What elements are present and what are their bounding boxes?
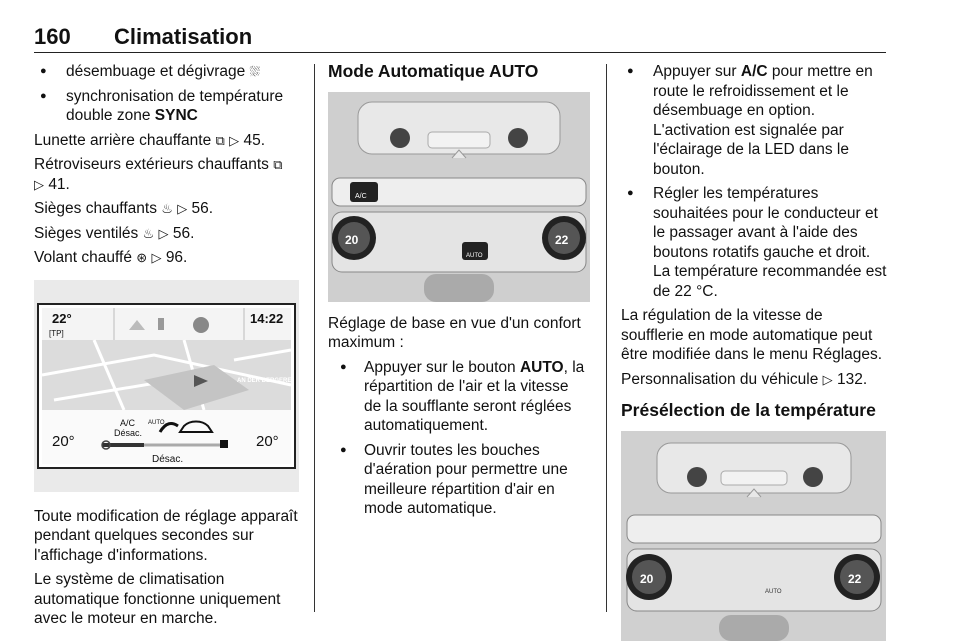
page-ref[interactable]: 56. xyxy=(191,200,214,217)
auto-label: AUTO xyxy=(519,358,564,376)
ref-line xyxy=(34,155,299,194)
list-item-text: Appuyer sur xyxy=(653,63,737,80)
instruction-list xyxy=(621,62,887,301)
page-ref[interactable]: 56. xyxy=(172,224,195,242)
list-item xyxy=(621,62,887,179)
paragraph: Toute modification de réglage apparaît pendant quelques secondes sur l'affichage d'informations. xyxy=(34,507,298,564)
ref-line xyxy=(34,199,299,219)
column-divider xyxy=(314,64,315,612)
page-ref[interactable]: 41. xyxy=(48,175,70,193)
page-ref-icon: ▷ xyxy=(177,201,188,216)
display-tp: [TP] xyxy=(49,328,64,338)
ref-line xyxy=(621,370,887,390)
ventilated-seat-icon: ♨ xyxy=(142,225,155,241)
list-item xyxy=(34,87,299,126)
windshield-defrost-icon: ⛆ xyxy=(249,64,260,79)
page-ref-icon: ▷ xyxy=(822,371,833,387)
ac-label: A/C xyxy=(740,63,768,80)
display-temp-top: 22° xyxy=(52,310,72,326)
ref-line-text: Sièges chauffants xyxy=(34,200,157,217)
auto-button-label: AUTO xyxy=(765,588,782,595)
list-item-text: Appuyer sur le bouton xyxy=(364,358,516,376)
column-1 xyxy=(34,62,299,634)
ref-line xyxy=(34,224,299,244)
display-time: 14:22 xyxy=(250,310,284,326)
paragraph: Réglage de base en vue d'un confort maximum : xyxy=(328,314,581,351)
ac-button-label: A/C xyxy=(355,192,367,200)
list-item-text: synchronisation de température double zone xyxy=(66,87,284,124)
knob-right-value: 22 xyxy=(848,571,862,586)
display-auto-label: AUTO xyxy=(148,419,165,426)
section-heading: Mode Automatique AUTO xyxy=(328,61,539,81)
column-2 xyxy=(328,62,590,524)
display-ac-state: Désac. xyxy=(114,427,143,438)
info-display-figure xyxy=(34,280,299,492)
list-item: ● Ouvrir toutes les bouches d'aération pour permettre une meilleure répartition d'air en mode automatique. xyxy=(328,441,590,519)
page-ref[interactable]: 132. xyxy=(836,370,868,388)
display-temp-left: 20° xyxy=(52,432,75,450)
ref-line-text: Rétroviseurs extérieurs chauffants xyxy=(34,156,269,173)
ref-line xyxy=(34,248,299,268)
feature-list xyxy=(34,62,299,126)
ref-line-text: Volant chauffé xyxy=(34,249,132,266)
list-item-text: désembuage et dégivrage xyxy=(66,63,246,80)
display-temp-right: 20° xyxy=(256,432,279,450)
page-header xyxy=(34,20,886,53)
column-3 xyxy=(621,62,887,641)
list-item xyxy=(328,358,590,436)
list-item-text: , la répartition de l'air et la vitesse de la soufflante seront réglées automatiquement. xyxy=(364,358,585,434)
climate-panel-figure xyxy=(328,92,590,302)
page-title: Climatisation xyxy=(114,24,253,49)
climate-panel-graphic xyxy=(328,92,590,302)
rear-defrost-icon: ⧉ xyxy=(215,132,225,148)
display-bottom-label: Désac. xyxy=(152,453,184,465)
knob-left-value: 20 xyxy=(640,571,654,586)
page-ref-icon: ▷ xyxy=(34,176,44,192)
heated-wheel-icon: ⊛ xyxy=(136,250,148,265)
page-ref-icon: ▷ xyxy=(158,225,169,241)
list-item-text: pour mettre en route le refroidissement et le désembuage en option. L'activation est signalée par l'éclairage de la LED dans le bouton. xyxy=(653,63,873,178)
section-heading: Présélection de la température xyxy=(621,400,876,420)
page-number: 160 xyxy=(34,24,71,49)
list-item: ● Régler les températures souhaitées pour le conducteur et le passager avant à l'aide des boutons rotatifs gauche et droit. La température recommandée est de 22 °C. xyxy=(621,184,887,301)
knob-left-value: 20 xyxy=(345,232,359,247)
ref-line-text: Personnalisation du véhicule xyxy=(621,370,819,388)
heated-mirror-icon: ⧉ xyxy=(273,157,283,172)
paragraph: La régulation de la vitesse de soufflerie en mode automatique peut être modifiée dans le menu Réglages. xyxy=(621,307,883,363)
heated-seat-icon: ♨ xyxy=(161,201,173,216)
ref-line xyxy=(34,131,299,151)
auto-button-label: AUTO xyxy=(466,252,483,259)
display-map-label: AN DER BERGERE xyxy=(237,377,292,384)
sync-label: SYNC xyxy=(154,107,198,124)
ref-line-text: Lunette arrière chauffante xyxy=(34,131,212,149)
knob-right-value: 22 xyxy=(555,232,569,247)
list-item xyxy=(34,62,299,82)
climate-panel-figure xyxy=(621,431,886,641)
climate-panel-graphic xyxy=(621,431,886,641)
paragraph: Le système de climatisation automatique fonctionne uniquement avec le moteur en marche. xyxy=(34,571,281,627)
column-divider xyxy=(606,64,607,612)
page-ref-icon: ▷ xyxy=(229,132,240,148)
page-ref[interactable]: 45. xyxy=(243,131,266,149)
display-ac-label: A/C xyxy=(120,417,136,428)
page-ref[interactable]: 96. xyxy=(165,249,188,266)
instruction-list xyxy=(328,358,590,519)
page-ref-icon: ▷ xyxy=(151,250,162,265)
ref-line-text: Sièges ventilés xyxy=(34,224,139,242)
